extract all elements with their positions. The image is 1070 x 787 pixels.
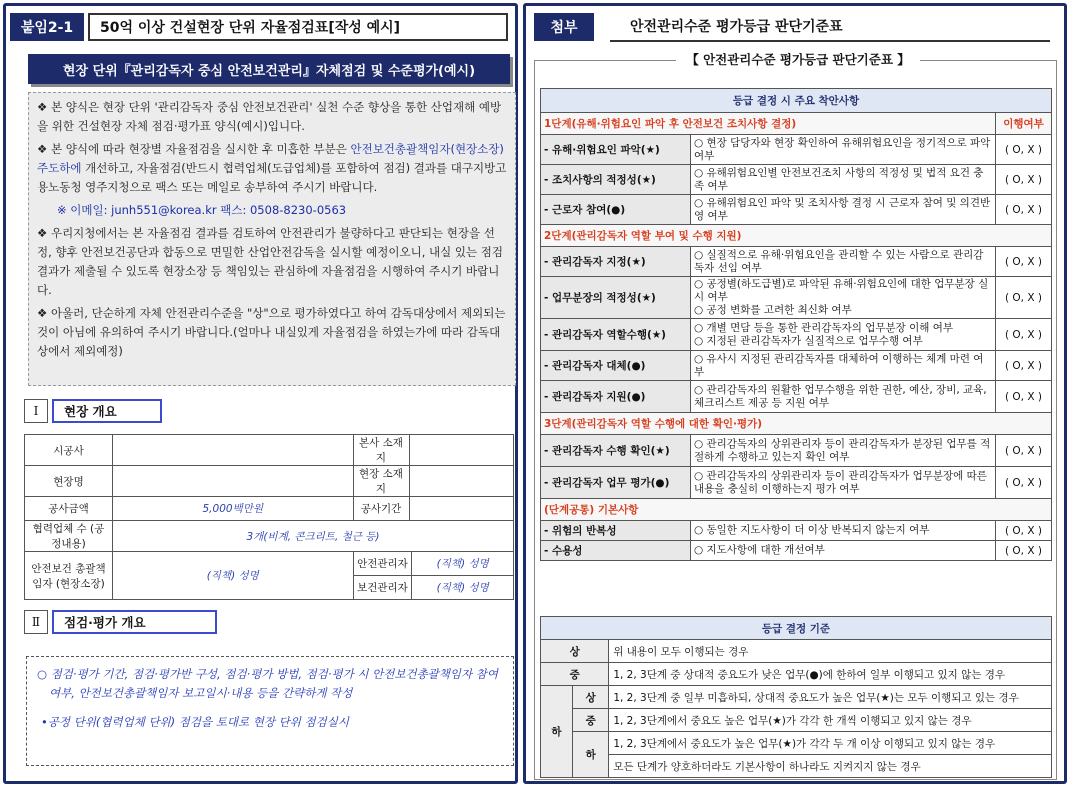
criteria-desc: ○ 관리감독자의 원활한 업무수행을 위한 권한, 예산, 장비, 교육, 체크리스트 제공 등 지원 여부 [691, 381, 996, 413]
criteria-row [541, 195, 1052, 225]
criteria-row [541, 135, 1052, 165]
criteria-row [541, 277, 1052, 319]
criteria-desc: ○ 관리감독자의 상위관리자 등이 관리감독자가 업무분장에 따른 내용을 충실히 이행하는지 평가 여부 [691, 467, 996, 499]
section-label: 현장 개요 [52, 399, 162, 423]
criteria-desc: ○ 지도사항에 대한 개선여부 [691, 541, 996, 561]
ox-check[interactable]: ( O, X ) [996, 351, 1052, 381]
section-2-heading [24, 610, 217, 634]
notice-p3: ❖ 우리지청에서는 본 자율점검 결과를 검토하여 안전관리가 불량하다고 판단되는 현장을 선정, 향후 안전보건공단과 합동으로 면밀한 산업안전감독을 실시할 예정이오니, 내실 있는 점검 결과가 제출될 수 있도록 현장소장 등 책임있는 관심하에 자율점검을 시행하여 주시기 바랍니다. [37, 226, 504, 297]
criteria-item: - 조치사항의 적정성(★) [541, 165, 691, 195]
page-title: 50억 이상 건설현장 단위 자율점검표[작성 예시] [88, 13, 508, 41]
ox-check[interactable]: ( O, X ) [996, 247, 1052, 277]
criteria-row [541, 467, 1052, 499]
grade-table: 등급 결정 기준 상 위 내용이 모두 이행되는 경우 중 1, 2, 3단계 중 상대적 중요도가 낮은 업무(●)에 한하여 일부 이행되고 있지 않는 경우 하 상 1, 2, 3단계 중 일부 미흡하되, 상대적 중요도가 높은 업무(★)는 모두 이행되고 있는 경우 중 1, 2, 3단계에서 중요도 높은 업무(★)가 각각 한 개씩 이행되고 있지 않는 경우 하 1, 2, 3단계에서 중요도가 높은 업무(★)가 각각 두 개 이상 이행되고 있지 않는 경우 모든 단계가 양호하더라도 기본사항이 하나라도 지켜지지 않는 경우 [540, 616, 1052, 778]
criteria-desc: ○ 실질적으로 유해·위험요인을 관리할 수 있는 사람으로 관리감독자 선임 여부 [691, 247, 996, 277]
review-overview-box: ○ 점검·평가 기간, 점검·평가반 구성, 점검·평가 방법, 점검·평가 시 안전보건총괄책임자 참여 여부, 안전보건총괄책임자 보고일시·내용 등을 간략하게 작성 •공정 단위(협력업체 단위) 점검을 토대로 현장 단위 점검실시 [26, 656, 514, 766]
criteria-item: - 업무분장의 적정성(★) [541, 277, 691, 319]
page-title: 안전관리수준 평가등급 판단기준표 [610, 12, 1050, 42]
attachment-tag: 붙임2-1 [10, 13, 84, 41]
criteria-item: - 유해·위험요인 파악(★) [541, 135, 691, 165]
left-panel [3, 3, 518, 784]
criteria-item: - 위험의 반복성 [541, 521, 691, 541]
criteria-row [541, 247, 1052, 277]
attachment-tag: 첨부 [534, 13, 594, 41]
ox-check[interactable]: ( O, X ) [996, 381, 1052, 413]
criteria-desc: ○ 유해위험요인 파악 및 조치사항 결정 시 근로자 참여 및 의견반영 여부 [691, 195, 996, 225]
ox-check[interactable]: ( O, X ) [996, 135, 1052, 165]
banner-title: 현장 단위『관리감독자 중심 안전보건관리』자체점검 및 수준평가(예시) [28, 54, 510, 84]
section-label: 점검·평가 개요 [52, 610, 217, 634]
criteria-table: 등급 결정 시 주요 착안사항 1단계(유해·위험요인 파악 후 안전보건 조치사항 결정) 이행여부 - 유해·위험요인 파악(★) ○ 현장 담당자와 현장 확인하여 유해위험요인을 정기적으로 파악 여부 ( O, X ) - 조치사항의 적정성(★) ○ 유해위험요인별 안전보건조치 사항의 적정성 및 법적 요건 충족 여부 ( O, X ) - 근로자 참여(●) ○ 유해위험요인 파악 및 조치사항 결정 시 근로자 참여 및 의견반영 여부 ( O, X ) 2단계(관리감독자 역할 부여 및 수행 지원) - 관리감독자 지정(★) ○ 실질적으로 유해·위험요인을 관리할 수 있는 사람으로 관리감독자 선임 여부 ( O, X ) - 업무분장의 적정성(★) ○ 공정별(하도급별)로 파악된 유해·위험요인에 대한 업무분장 실시 여부 ○ 공정 변화를 고려한 최신화 여부 ( O, X ) - 관리감독자 역할수행(★) ○ 개별 면담 등을 통한 관리감독자의 업무분장 이해 여부 ○ 지정된 관리감독자가 실질적으로 업무수행 여부 ( O, X ) - 관리감독자 대체(●) ○ 유사시 지정된 관리감독자를 대체하여 이행하는 체계 마련 여부 ( O, X ) - 관리감독자 지원(●) ○ 관리감독자의 원활한 업무수행을 위한 권한, 예산, 장비, 교육, 체크리스트 제공 등 지원 여부 ( O, X ) 3단계(관리감독자 역할 수행에 대한 확인·평가) - 관리감독자 수행 확인(★) ○ 관리감독자의 상위관리자 등이 관리감독자가 분장된 업무를 적절하게 수행하고 있는지 확인 여부 ( O, X ) - 관리감독자 업무 평가(●) ○ 관리감독자의 상위관리자 등이 관리감독자가 업무분장에 따른 내용을 충실히 이행하는지 평가 여부 ( O, X ) (단계공통) 기본사항 - 위험의 반복성 ○ 동일한 지도사항이 더 이상 반복되지 않는지 여부 ( O, X ) - 수용성 ○ 지도사항에 대한 개선여부 ( O, X ) [540, 88, 1052, 561]
criteria-desc: ○ 유해위험요인별 안전보건조치 사항의 적정성 및 법적 요건 충족 여부 [691, 165, 996, 195]
ox-check[interactable]: ( O, X ) [996, 165, 1052, 195]
ox-check[interactable]: ( O, X ) [996, 277, 1052, 319]
ox-check[interactable]: ( O, X ) [996, 435, 1052, 467]
criteria-item: - 관리감독자 수행 확인(★) [541, 435, 691, 467]
right-header [534, 12, 1050, 42]
criteria-item: - 관리감독자 지정(★) [541, 247, 691, 277]
section-1-heading [24, 399, 162, 423]
criteria-row [541, 435, 1052, 467]
notice-box [28, 92, 516, 386]
left-header [10, 12, 508, 42]
criteria-row [541, 165, 1052, 195]
criteria-item: - 관리감독자 업무 평가(●) [541, 467, 691, 499]
criteria-desc: ○ 관리감독자의 상위관리자 등이 관리감독자가 분장된 업무를 적절하게 수행하고 있는지 확인 여부 [691, 435, 996, 467]
criteria-row [541, 541, 1052, 561]
ox-check[interactable]: ( O, X ) [996, 521, 1052, 541]
ox-check[interactable]: ( O, X ) [996, 467, 1052, 499]
criteria-subtitle: 【 안전관리수준 평가등급 판단기준표 】 [526, 50, 1070, 68]
criteria-desc: ○ 공정별(하도급별)로 파악된 유해·위험요인에 대한 업무분장 실시 여부 ○ 공정 변화를 고려한 최신화 여부 [691, 277, 996, 319]
criteria-row [541, 351, 1052, 381]
ox-check[interactable]: ( O, X ) [996, 319, 1052, 351]
criteria-desc: ○ 현장 담당자와 현장 확인하여 유해위험요인을 정기적으로 파악 여부 [691, 135, 996, 165]
ox-check[interactable]: ( O, X ) [996, 541, 1052, 561]
notice-p2: ❖ 본 양식에 따라 현장별 자율점검을 실시한 후 미흡한 부분은 안전보건총괄책임자(현장소장) 주도하에 개선하고, 자율점검(반드시 협력업체(도급업체)를 포함하여 점검) 결과를 대구지방고용노동청 영주지청으로 팩스 또는 메일로 송부하여 주시기 바랍니다. [37, 142, 507, 194]
criteria-row [541, 521, 1052, 541]
criteria-desc: ○ 유사시 지정된 관리감독자를 대체하여 이행하는 체계 마련 여부 [691, 351, 996, 381]
criteria-desc: ○ 개별 면담 등을 통한 관리감독자의 업무분장 이해 여부 ○ 지정된 관리감독자가 실질적으로 업무수행 여부 [691, 319, 996, 351]
ox-check[interactable]: ( O, X ) [996, 195, 1052, 225]
criteria-row [541, 319, 1052, 351]
criteria-item: - 관리감독자 역할수행(★) [541, 319, 691, 351]
notice-p1: ❖ 본 양식은 현장 단위 '관리감독자 중심 안전보건관리' 실천 수준 향상을 통한 산업재해 예방을 위한 건설현장 자체 점검·평가표 양식(예시)입니다. [37, 100, 502, 133]
criteria-desc: ○ 동일한 지도사항이 더 이상 반복되지 않는지 여부 [691, 521, 996, 541]
section-number: Ⅱ [24, 610, 48, 634]
criteria-item: - 수용성 [541, 541, 691, 561]
criteria-item: - 관리감독자 지원(●) [541, 381, 691, 413]
criteria-item: - 근로자 참여(●) [541, 195, 691, 225]
section-number: Ⅰ [24, 399, 48, 423]
site-overview-table: 시공사 본사 소재지 현장명 현장 소재지 공사금액 5,000백만원 공사기간 협력업체 수 (공정내용) 3개(비계, 콘크리트, 철근 등) 안전보건 총괄책임자 (현장소장) (직책) 성명 안전관리자 (직책) 성명 보건관리자 (직책) 성명 [24, 434, 514, 600]
notice-p4: ❖ 아울러, 단순하게 자체 안전관리수준을 "상"으로 평가하였다고 하여 감독대상에서 제외되는 것이 아님에 유의하여 주시기 바랍니다.(얼마나 내실있게 자율점검을 하였는가에 따라 감독대상에서 제외예정) [37, 306, 506, 358]
criteria-item: - 관리감독자 대체(●) [541, 351, 691, 381]
right-panel [523, 3, 1067, 784]
criteria-row [541, 381, 1052, 413]
contact-info: ※ 이메일: junh551@korea.kr 팩스: 0508-8230-0563 [57, 203, 347, 217]
